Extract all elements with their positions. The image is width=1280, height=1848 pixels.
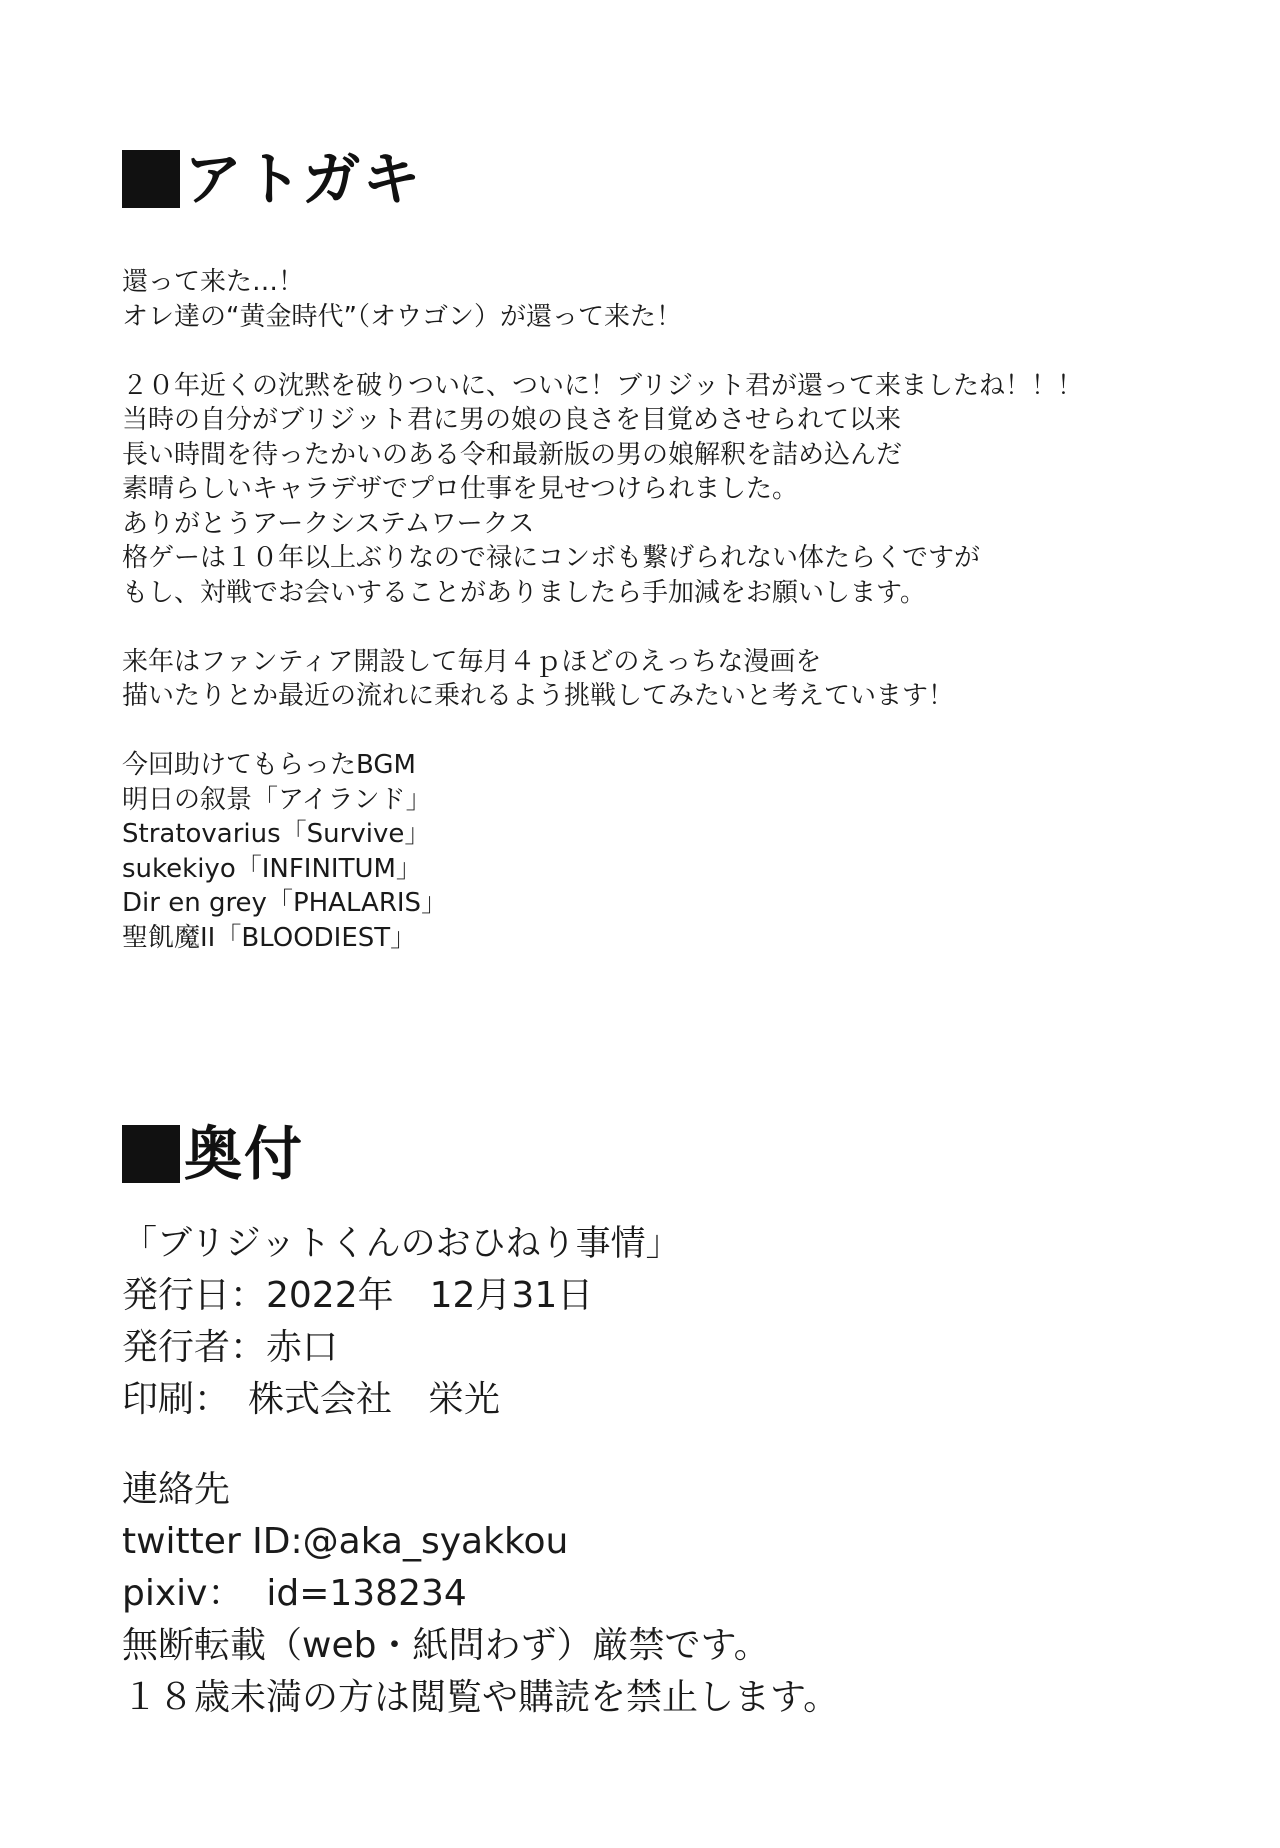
bgm-item: Dir en grey「PHALARIS」 [122,888,448,918]
bgm-item: 聖飢魔II「BLOODIEST」 [122,922,417,953]
colophon-body [122,1218,1222,1724]
bgm-item: 明日の叙景「アイランド」 [122,784,432,815]
afterword-line: 素晴らしいキャラデザでプロ仕事を見せつけられました。 [122,474,799,504]
pixiv-id: pixiv： id=138234 [122,1573,467,1614]
contact-heading: 連絡先 [122,1469,231,1510]
bgm-item: Stratovarius「Survive」 [122,819,431,849]
afterword-line: 当時の自分がブリジット君に男の娘の良さを目覚めさせられて以来 [122,405,901,435]
printer: 印刷： 株式会社 栄光 [122,1379,501,1420]
afterword-line: 格ゲーは１０年以上ぶりなので禄にコンボも繋げられない体たらくですが [122,543,981,573]
afterword-heading-text: アトガキ [184,145,423,213]
afterword-line: 来年はファンティア開設して毎月４ｐほどのえっちな漫画を [122,646,822,677]
afterword-line: もし、対戦でお会いすることがありましたら手加減をお願いします。 [122,577,926,608]
book-title: 「ブリジットくんのおひねり事情」 [122,1224,681,1264]
black-square-icon [122,150,180,208]
afterword-body [122,265,1222,955]
afterword-line: 還って来た…！ [122,267,305,297]
issue-date: 発行日：2022年 12月31日 [122,1275,594,1316]
contact-block [122,1464,1222,1724]
reprint-notice: 無断転載（web・紙問わず）厳禁です。 [122,1625,770,1666]
black-square-icon [122,1125,180,1183]
colophon-heading-text: 奥付 [184,1120,305,1188]
afterword-line: オレ達の“黄金時代”（オウゴン）が還って来た！ [122,301,682,332]
bgm-item: sukekiyo「INFINITUM」 [122,853,422,884]
publisher: 発行者：赤口 [122,1327,339,1368]
afterword-line: ありがとうアークシステムワークス [122,508,535,539]
colophon-heading [122,1120,305,1188]
afterword-line: 長い時間を待ったかいのある令和最新版の男の娘解釈を詰め込んだ [122,439,903,470]
bgm-heading: 今回助けてもらったBGM [122,750,416,780]
afterword-line: 描いたりとか最近の流れに乗れるよう挑戦してみたいと考えています！ [122,681,955,711]
afterword-heading [122,145,423,213]
age-notice: １８歳未満の方は閲覧や購読を禁止します。 [122,1677,840,1718]
afterword-line: ２０年近くの沈黙を破りついに、ついに！ブリジット君が還って来ましたね！！！ [122,370,1083,401]
twitter-id: twitter ID:@aka_syakkou [122,1521,569,1562]
